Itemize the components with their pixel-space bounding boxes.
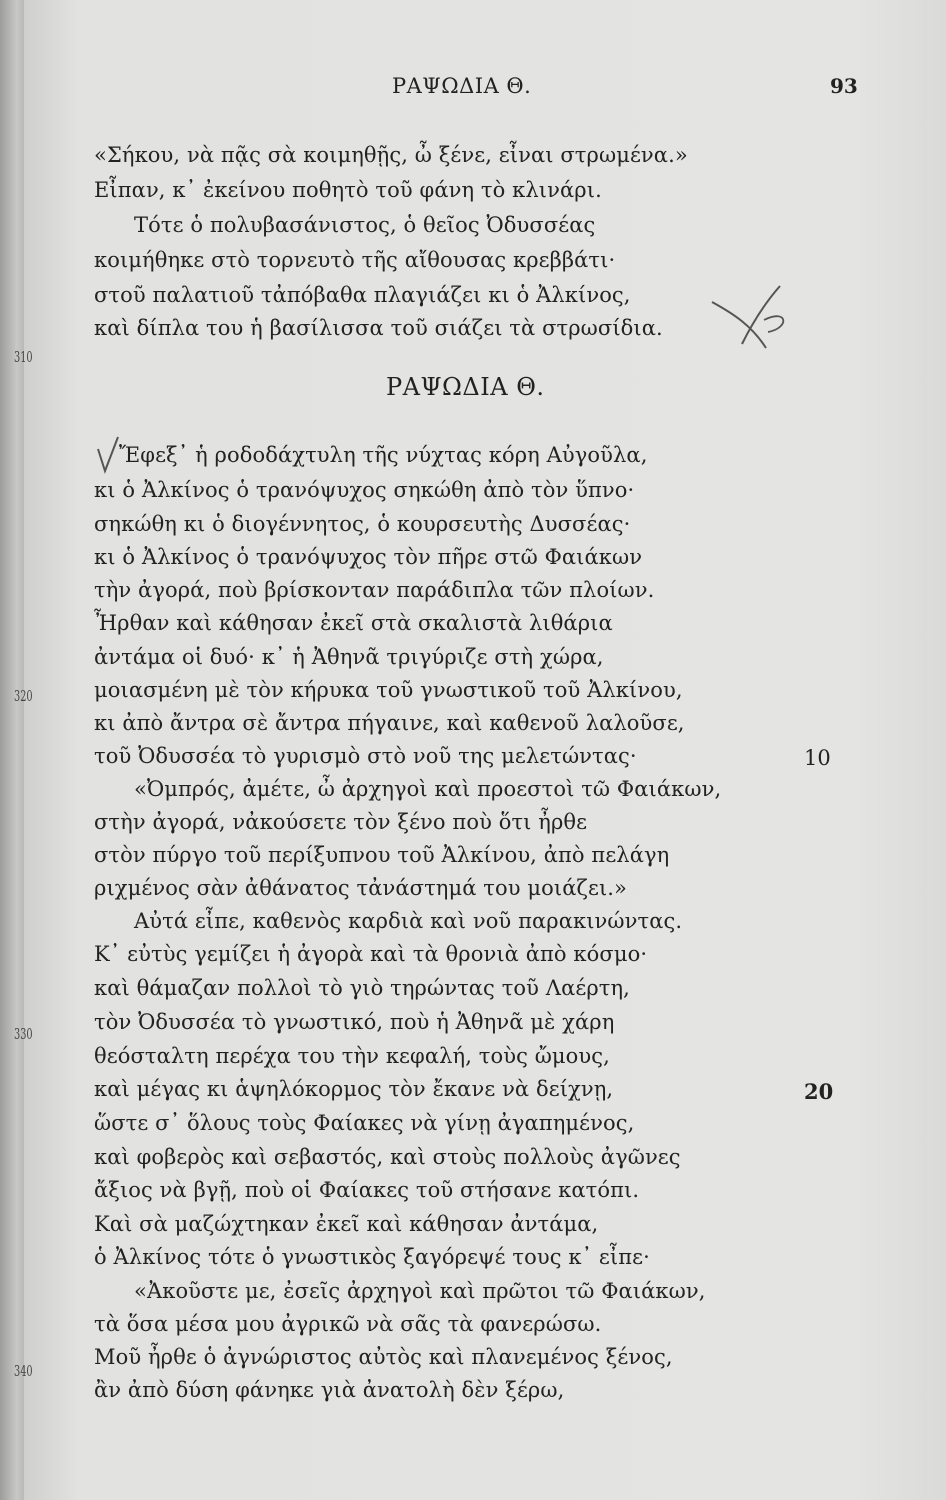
verse-line: τὴν ἀγορά, ποὺ βρίσκονταν παράδιπλα τῶν πλοίων.	[94, 578, 655, 602]
margin-line-number: 340	[14, 1362, 33, 1380]
book-spine	[0, 0, 24, 1500]
verse-line: ριχμένος σὰν ἀθάνατος τἀνάστημά του μοιάζει.»	[94, 876, 627, 900]
verse-line: καὶ μέγας κι ἁψηλόκορμος τὸν ἔκανε νὰ δείχνῃ,	[94, 1077, 614, 1101]
verse-line: καὶ φοβερὸς καὶ σεβαστός, καὶ στοὺς πολλοὺς ἀγῶνες	[94, 1145, 681, 1169]
verse-line: ὥστε σ᾽ ὅλους τοὺς Φαίακες νὰ γίνῃ ἀγαπημένος,	[94, 1111, 635, 1135]
verse-line: ὁ Ἀλκίνος τότε ὁ γνωστικὸς ξαγόρεψέ τους κ᾽ εἶπε·	[94, 1245, 650, 1269]
verse-line: Καὶ σὰ μαζώχτηκαν ἐκεῖ καὶ κάθησαν ἀντάμα,	[94, 1212, 599, 1236]
verse-line: κι ὁ Ἀλκίνος ὁ τρανόψυχος τὸν πῆρε στῶ Φαιάκων	[94, 545, 643, 569]
verse-line: «Ὀμπρός, ἀμέτε, ὦ ἀρχηγοὶ καὶ προεστοὶ τῶ Φαιάκων,	[134, 777, 722, 801]
verse-line: ἄξιος νὰ βγῇ, ποὺ οἱ Φαίακες τοῦ στήσανε κατόπι.	[94, 1178, 640, 1202]
verse-line: κι ἀπὸ ἄντρα σὲ ἄντρα πήγαινε, καὶ καθενοῦ λαλοῦσε,	[94, 711, 685, 735]
verse-line: «Ἀκοῦστε με, ἐσεῖς ἀρχηγοὶ καὶ πρῶτοι τῶ Φαιάκων,	[134, 1279, 706, 1303]
section-title: ΡΑΨΩΔΙΑ Θ.	[386, 373, 545, 401]
verse-line: στὸν πύργο τοῦ περίξυπνου τοῦ Ἀλκίνου, ἀπὸ πελάγη	[94, 843, 670, 867]
verse-line: κι ὁ Ἀλκίνος ὁ τρανόψυχος σηκώθη ἀπὸ τὸν ὕπνο·	[94, 478, 635, 502]
handwritten-check-mark	[94, 435, 122, 475]
verse-line: Ἔφεξ᾽ ἡ ροδοδάχτυλη τῆς νύχτας κόρη Αὐγοῦλα,	[119, 443, 648, 467]
line-number: 10	[804, 746, 831, 770]
verse-line: τὰ ὅσα μέσα μου ἀγρικῶ νὰ σᾶς τὰ φανερώσω.	[94, 1312, 602, 1336]
verse-line: ἀντάμα οἱ δυό· κ᾽ ἡ Ἀθηνᾶ τριγύριζε στὴ χώρα,	[94, 645, 604, 669]
running-title: ΡΑΨΩΔΙΑ Θ.	[392, 74, 532, 98]
verse-line: τοῦ Ὀδυσσέα τὸ γυρισμὸ στὸ νοῦ της μελετώντας·	[94, 744, 637, 768]
verse-line: Αὐτά εἶπε, καθενὸς καρδιὰ καὶ νοῦ παρακινώντας.	[134, 909, 683, 933]
verse-line: μοιασμένη μὲ τὸν κήρυκα τοῦ γνωστικοῦ τοῦ Ἀλκίνου,	[94, 678, 683, 702]
verse-line: καὶ θάμαζαν πολλοὶ τὸ γιὸ τηρώντας τοῦ Λαέρτη,	[94, 976, 630, 1000]
verse-line: Κ᾽ εὐτὺς γεμίζει ἡ ἀγορὰ καὶ τὰ θρονιὰ ἀπὸ κόσμο·	[94, 942, 648, 966]
line-number: 20	[804, 1079, 834, 1104]
verse-line: Ἦρθαν καὶ κάθησαν ἐκεῖ στὰ σκαλιστὰ λιθάρια	[94, 611, 613, 635]
verse-line: Μοῦ ἦρθε ὁ ἀγνώριστος αὐτὸς καὶ πλανεμένος ξένος,	[94, 1345, 673, 1369]
verse-line: Εἶπαν, κ᾽ ἐκείνου ποθητὸ τοῦ φάνη τὸ κλινάρι.	[94, 178, 602, 202]
verse-line: καὶ δίπλα του ἡ βασίλισσα τοῦ σιάζει τὰ στρωσίδια.	[94, 316, 663, 340]
verse-line: θεόσταλτη περέχα του τὴν κεφαλή, τοὺς ὤμους,	[94, 1044, 610, 1068]
verse-line: στὴν ἀγορά, νἀκούσετε τὸν ξένο ποὺ ὅτι ἦρθε	[94, 810, 588, 834]
margin-line-number: 320	[14, 687, 33, 705]
verse-line: «Σήκου, νὰ πᾷς σὰ κοιμηθῇς, ὦ ξένε, εἶναι στρωμένα.»	[94, 143, 688, 167]
verse-line: τὸν Ὀδυσσέα τὸ γνωστικό, ποὺ ἡ Ἀθηνᾶ μὲ χάρη	[94, 1010, 615, 1034]
book-page	[14, 0, 946, 1500]
verse-line: κοιμήθηκε στὸ τορνευτὸ τῆς αἴθουσας κρεββάτι·	[94, 248, 616, 272]
verse-line: στοῦ παλατιοῦ τἀπόβαθα πλαγιάζει κι ὁ Ἀλκίνος,	[94, 283, 631, 307]
handwritten-cross-mark	[704, 280, 804, 360]
verse-line: Τότε ὁ πολυβασάνιστος, ὁ θεῖος Ὀδυσσέας	[134, 213, 596, 237]
verse-line: ἂν ἀπὸ δύση φάνηκε γιὰ ἀνατολὴ δὲν ξέρω,	[94, 1378, 565, 1402]
verse-line: σηκώθη κι ὁ διογέννητος, ὁ κουρσευτὴς Δυσσέας·	[94, 512, 631, 536]
margin-line-number: 310	[14, 348, 33, 366]
margin-line-number: 330	[14, 1025, 33, 1043]
page-number: 93	[830, 74, 858, 98]
